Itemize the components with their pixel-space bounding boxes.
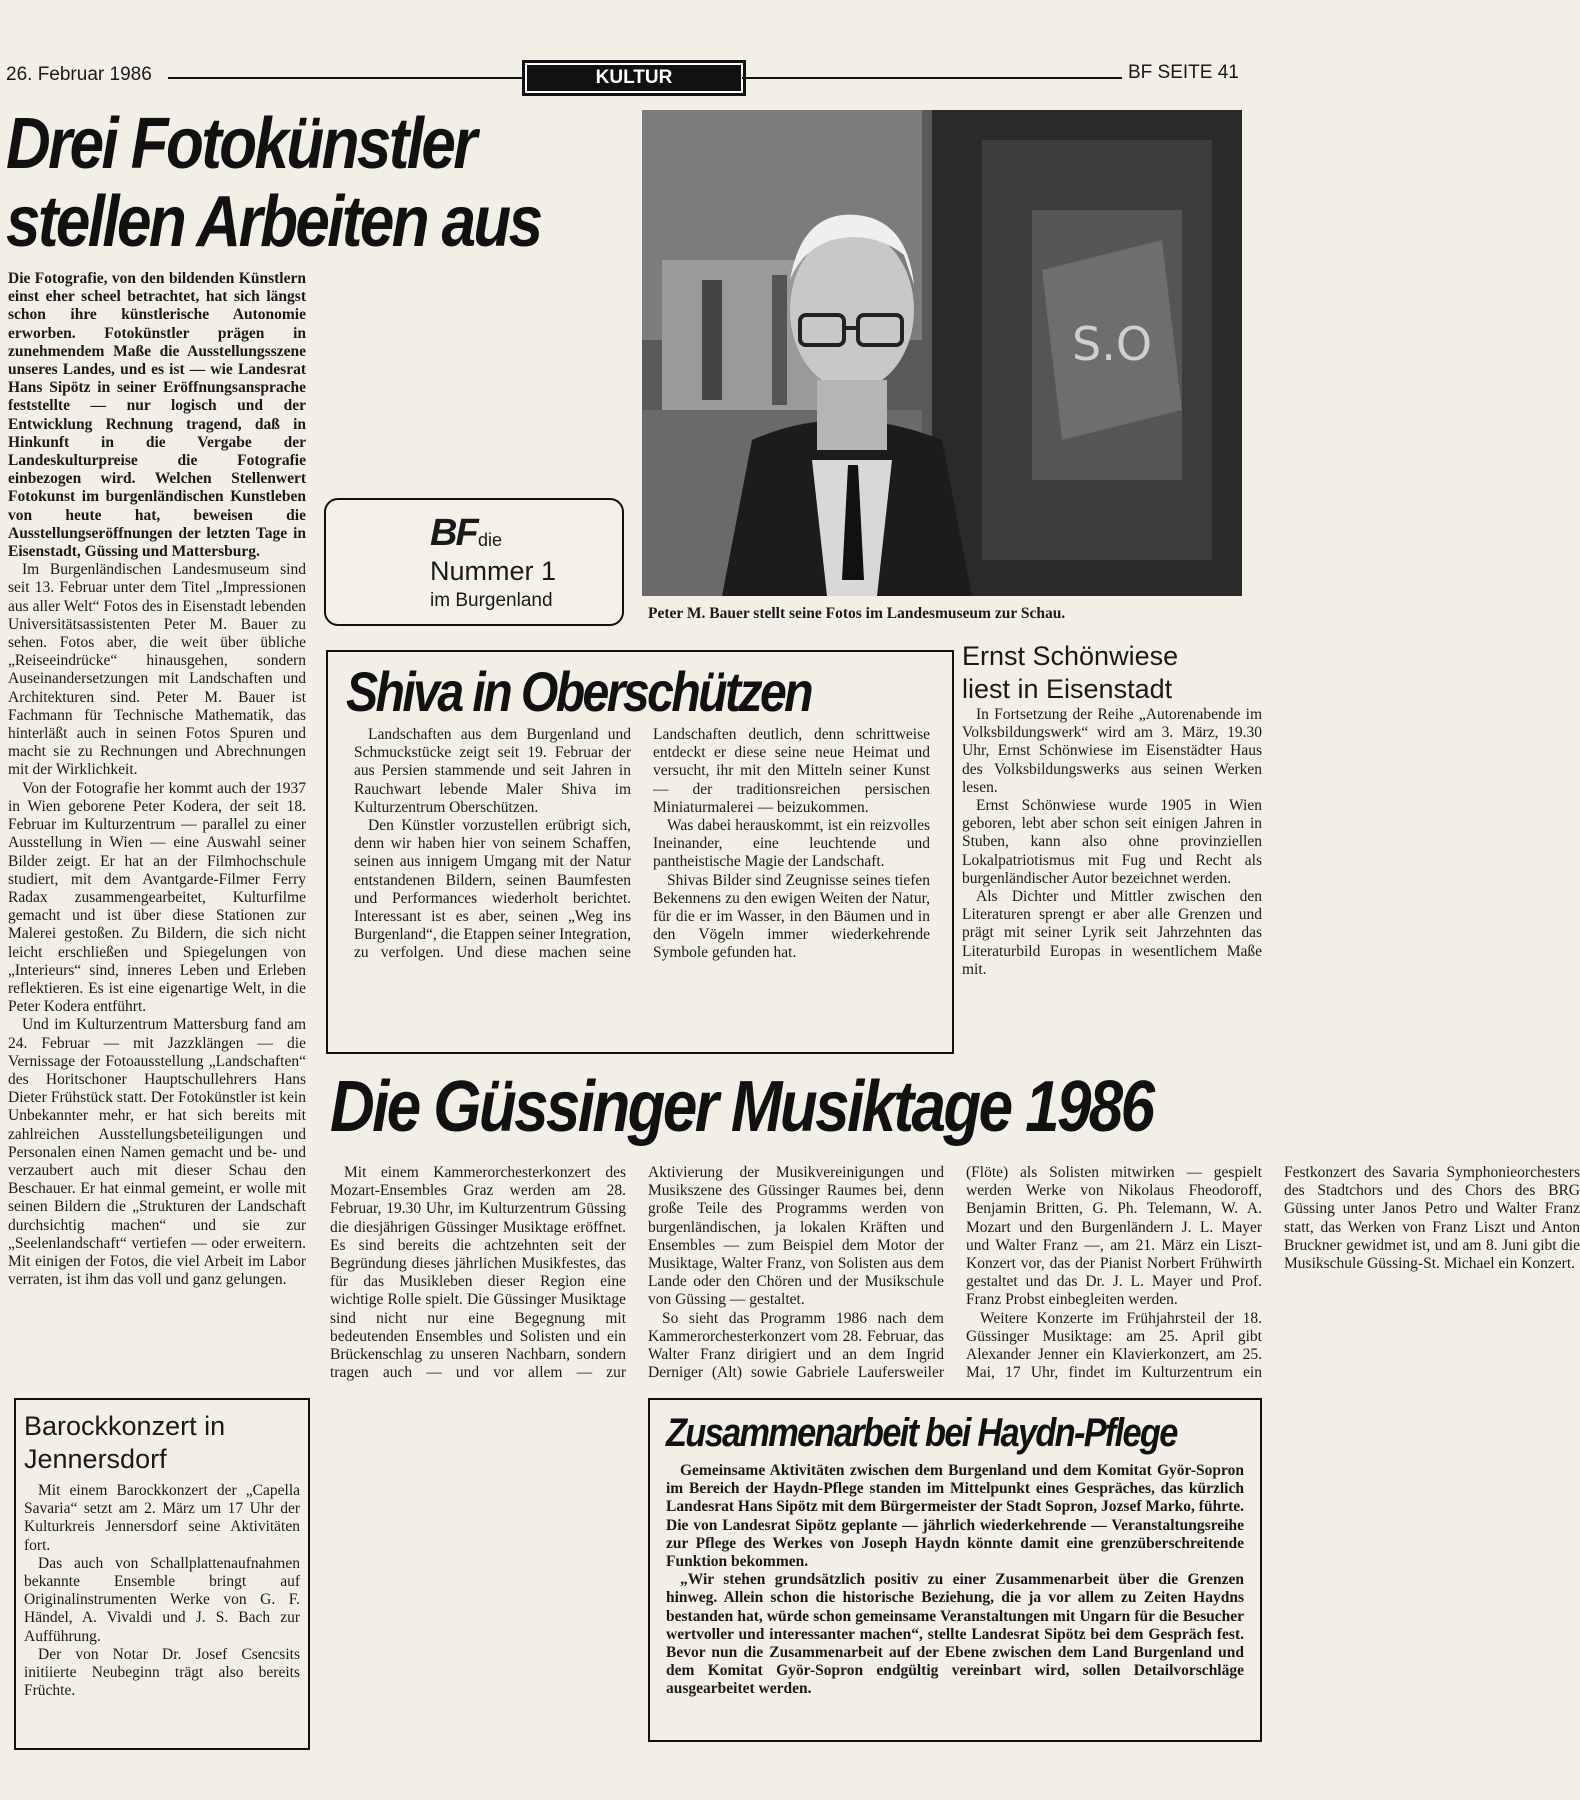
section-label: KULTUR bbox=[522, 60, 746, 96]
article1-lead: Die Fotografie, von den bildenden Künstlern einst eher scheel betrachtet, hat sich längst schon ihre künstlerische Autonomie erworben. Fotokünstler prägen in zunehmendem Maße die Ausstellungsszene unseres Landes, und es ist — wie Landesrat Hans Sipötz in seiner Eröffnungsansprache feststellte — nur logisch und der Entwicklung Rechnung tragend, daß in Hinkunft in die Vergabe der Landeskulturpreise die Fotografie einbezogen wird. Welchen Stellenwert Fotokunst im burgenländischen Kunstleben von heute hat, beweisen die Ausstellungseröffnungen der letzten Tage in Eisenstadt, Güssing und Mattersburg. bbox=[8, 270, 306, 561]
haydn-box bbox=[648, 1398, 1262, 1742]
portrait-photo bbox=[642, 110, 1242, 596]
promo-region: im Burgenland bbox=[430, 590, 553, 611]
haydn-headline: Zusammenarbeit bei Haydn-Pflege bbox=[666, 1411, 1177, 1455]
musiktage-body bbox=[330, 1164, 1580, 1384]
shiva-headline: Shiva in Oberschützen bbox=[346, 660, 812, 723]
haydn-paragraph: Gemeinsame Aktivitäten zwischen dem Burgenland und dem Komitat Györ-Sopron im Bereich der Haydn-Pflege standen im Mittelpunkt eines Gespräches, das kürzlich Landesrat Hans Sipötz mit dem Bürgermeister der Stadt Sopron, Jozsef Marko, führte. Die von Landesrat Sipötz geplante — jährlich wiederkehrende — Veranstaltungsreihe zur Pflege des Werkes von Joseph Haydn könnte damit eine grenzüberschreitende Funktion bekommen. bbox=[666, 1462, 1244, 1571]
haydn-body bbox=[666, 1462, 1244, 1732]
promo-box bbox=[324, 498, 624, 626]
schoenwiese-headline: Ernst Schönwiese liest in Eisenstadt bbox=[962, 641, 1179, 704]
svg-text:S.O: S.O bbox=[1072, 317, 1153, 371]
article1-headline bbox=[6, 104, 541, 262]
photo-caption: Peter M. Bauer stellt seine Fotos im Landesmuseum zur Schau. bbox=[648, 605, 1066, 622]
musiktage-headline: Die Güssinger Musiktage 1986 bbox=[330, 1067, 1153, 1147]
article1-paragraph: Und im Kulturzentrum Mattersburg fand am 24. Februar — mit Jazzklängen — die Vernissage der Fotoausstellung „Landschaften“ des Horitschoner Hauptschullehrers Hans Dieter Frühstück statt. Der Fotokünstler ist kein Unbekannter mehr, er hat sich bereits mit zahlreichen Ausstellungsbeteiligungen und Personalen einen Namen gemacht und be- und verzaubert auch mit dieser Schau den Beschauer. Er hat einmal gemeint, er wolle mit seinen Bildern die „Strukturen der Landschaft durchsichtig machen“ und sie zur „Seelenlandschaft“ vertiefen — oder erweitern. Mit einigen der Fotos, die viel Arbeit im Labor verraten, ist ihm das voll und ganz gelungen. bbox=[8, 1016, 306, 1289]
article1-headline-line2: stellen Arbeiten aus bbox=[6, 182, 541, 262]
musiktage-paragraph: Weitere Konzerte im Frühjahrsteil der 18. Güssinger Musiktage: am 25. April gibt Alexander Jenner ein Klavierkonzert, am 25. Mai, 17 Uhr, findet im Kulturzentrum ein Festkonzert des Savaria Symphonieorchesters des Stadtchors und des Chors des BRG Güssing unter Janos Petro und Walter Franz statt, das Werken von Franz Liszt und Anton Bruckner gewidmet ist, und am 8. Juni gibt die Musikschule Güssing-St. Michael ein Konzert. bbox=[966, 1164, 1580, 1382]
issue-date: 26. Februar 1986 bbox=[6, 64, 152, 85]
shiva-box bbox=[326, 650, 954, 1054]
schoenwiese-paragraph: Als Dichter und Mittler zwischen den Literaturen sprengt er aber alle Grenzen und prägt mit seiner Lyrik seit Jahrzehnten das Literaturbild Europas in wesentlichem Maße mit. bbox=[962, 888, 1262, 978]
barock-headline: Barockkonzert in Jennersdorf bbox=[24, 1411, 226, 1474]
promo-logo: BF bbox=[430, 512, 477, 554]
barock-box bbox=[14, 1398, 310, 1750]
masthead-rule-left bbox=[168, 77, 522, 79]
shiva-paragraph: Was dabei herauskommt, ist ein reizvolles Ineinander, eine leuchtende und pantheistische Magie der Landschaft. bbox=[653, 817, 930, 871]
musiktage-paragraph: Mit einem Kammerorchesterkonzert des Mozart-Ensembles Graz werden am 28. Februar, 19.30 Uhr, im Kulturzentrum Güssing die diesjährigen Güssinger Musiktage eröffnet. Es sind bereits die achtzehnten seit der Begründung dieses jährlichen Musikfestes, das für das Musikleben dieser Region eine wichtige Rolle spielt. Die Güssinger Musiktage sind nicht nur eine Begegnung mit bedeutenden Ensembles und Solisten und ein Brückenschlag zu unseren Nachbarn, sondern tragen auch — und vor allem — zur Aktivierung der Musikvereinigungen und Musikszene des Güssinger Raumes bei, denn große Teile des Programms werden von burgenländischen, ja lokalen Kräften und Ensembles — zum Beispiel dem Motor der Musiktage, Walter Franz, von Solisten aus dem Lande oder den Chören und der Musikschule von Güssing — gestaltet. bbox=[330, 1164, 944, 1382]
article1-column1 bbox=[8, 270, 306, 1380]
page-number: BF SEITE 41 bbox=[1128, 62, 1239, 83]
shiva-paragraph: Shivas Bilder sind Zeugnisse seines tiefen Bekennens zu den ewigen Weiten der Natur, für die er im Wasser, in den Bäumen und in den Vögeln immer wiederkehrende Symbole gefunden hat. bbox=[653, 871, 930, 962]
barock-paragraph: Das auch von Schallplattenaufnahmen bekannte Ensemble bringt auf Originalinstrumenten Werke von G. F. Händel, A. Vivaldi und J. S. Bach zur Aufführung. bbox=[24, 1554, 300, 1645]
schoenwiese-paragraph: In Fortsetzung der Reihe „Autorenabende im Volksbildungswerk“ wird am 3. März, 19.30 Uhr, Ernst Schönwiese im Eisenstädter Haus des Volksbildungswerks aus seinen Werken lesen. bbox=[962, 706, 1262, 796]
barock-body bbox=[24, 1482, 300, 1742]
schoenwiese-body bbox=[962, 706, 1262, 1056]
article1-paragraph: Im Burgenländischen Landesmuseum sind seit 13. Februar unter dem Titel „Impressionen aus aller Welt“ Fotos des in Eisenstadt lebenden Universitätsassistenten Peter M. Bauer zu sehen. Fotos aber, die weit über übliche „Reiseeindrücke“ hinausgehen, sondern Auseinandersetzungen mit Landschaften und Architekturen sind. Peter M. Bauer ist Fachmann für Technische Mathematik, das hinterläßt auch in seinen Fotos Spuren und macht sie zu Rechnungen und Abrechnungen mit der Wirklichkeit. bbox=[8, 561, 306, 779]
article1-paragraph: Von der Fotografie her kommt auch der 1937 in Wien geborene Peter Kodera, der seit 18. Februar im Kulturzentrum — parallel zu einer Ausstellung in Wien — eine Auswahl seiner Bilder zeigt. Er hat an der Filmhochschule studiert, mit dem Avantgarde-Filmer Ferry Radax zusammengearbeitet, Kulturfilme gemacht und ist über diese Stationen zur Malerei gestoßen. Zu Bildern, die sich nicht leicht erschließen und Spiegelungen von „Interieurs“ sind, inneres Leben und Erleben reflektieren. Es ist eine eigenartige Welt, in die Peter Kodera entführt. bbox=[8, 779, 306, 1016]
schoenwiese-paragraph: Ernst Schönwiese wurde 1905 in Wien geboren, lebt aber schon seit einigen Jahren in Stuben, kann also ohne provinziellen Lokalpatriotismus mit Fug und Recht als burgenländischer Autor bezeichnet werden. bbox=[962, 797, 1262, 887]
haydn-paragraph: „Wir stehen grundsätzlich positiv zu einer Zusammenarbeit über die Grenzen hinweg. Allein schon die historische Beziehung, die ja vor allem zu Zeiten Haydns bestanden hat, würde schon gemeinsame Veranstaltungen mit Ungarn für die Besucher wertvoller und interessanter machen“, stellte Landesrat Sipötz bei dem Gespräch fest. Bevor nun die Zusammenarbeit auf der Ebene zwischen dem Land Burgenland und dem Komitat Györ-Sopron endgültig vereinbart wird, sollen Detailvorschläge ausgearbeitet werden. bbox=[666, 1571, 1244, 1698]
masthead-rule-right bbox=[742, 77, 1122, 79]
musiktage-paragraph: So sieht das Programm 1986 nach dem Kammerorchesterkonzert vom 28. Februar, das Walter Franz dirigiert und an dem Ingrid Derniger (Alt) sowie Gabriele Laufersweiler (Flöte) als Solisten mitwirken — gespielt werden Werke von Nikolaus Fheodoroff, Benjamin Britten, G. Ph. Telemann, W. A. Mozart und den Burgenländern J. L. Mayer und Walter Franz —, am 21. März ein Liszt-Konzert vor, das der Pianist Norbert Frühwirth gestaltet und das Dr. J. L. Mayer und Prof. Franz Probst einbegleiten werden. bbox=[648, 1164, 1262, 1382]
shiva-paragraph: Den Künstler vorzustellen erübrigt sich, denn wir haben hier von seinem Schaffen, seinen aus innigem Umgang mit der Natur entstandenen Bildern, seinen Baumfesten und Performances wiederholt berichtet. Interessant ist es aber, seinen „Weg ins Burgenland“, die Etappen seiner Integration, zu verfolgen. Und diese machen seine Landschaften deutlich, denn schrittweise entdeckt er diese seine neue Heimat und versucht, ihr mit den Mitteln seiner Kunst — der traditionsreichen persischen Miniaturmalerei — beizukommen. bbox=[354, 726, 930, 962]
barock-paragraph: Der von Notar Dr. Josef Csencsits initiierte Neubeginn trägt also bereits Früchte. bbox=[24, 1645, 300, 1700]
article1-headline-line1: Drei Fotokünstler bbox=[6, 104, 475, 184]
shiva-paragraph: Landschaften aus dem Burgenland und Schmuckstücke zeigt seit 19. Februar der aus Persien stammende und seit Jahren in Rauchwart lebende Maler Shiva im Kulturzentrum Oberschützen. bbox=[354, 726, 631, 816]
barock-paragraph: Mit einem Barockkonzert der „Capella Savaria“ setzt am 2. März um 17 Uhr der Kulturkreis Jennersdorf seine Aktivitäten fort. bbox=[24, 1482, 300, 1554]
promo-nummer: Nummer 1 bbox=[430, 556, 557, 586]
promo-die: die bbox=[478, 530, 503, 550]
shiva-body bbox=[354, 726, 930, 1046]
portrait-illustration bbox=[642, 110, 1242, 596]
